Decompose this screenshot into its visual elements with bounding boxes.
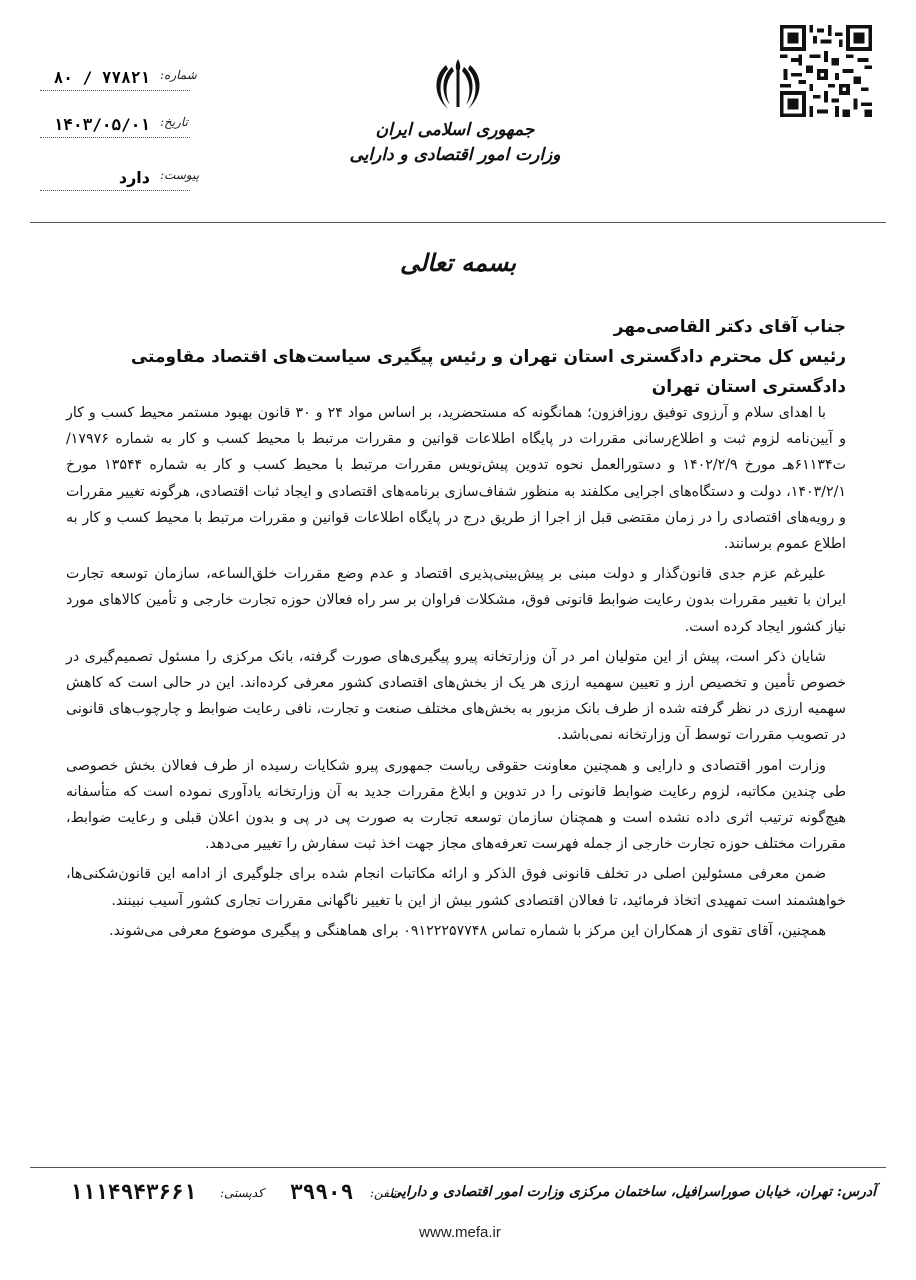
footer-address: آدرس: تهران، خیابان صوراسرافیل، ساختمان مرکزی وزارت امور اقتصادی و دارایی: [390, 1184, 876, 1200]
body-paragraph: علیرغم عزم جدی قانون‌گذار و دولت مبنی بر پیش‌بینی‌پذیری اقتصاد و عدم وضع مقررات خلق‌الساعه، سازمان توسعه تجارت ایران با تغییر مقررات بدون رعایت ضوابط قانونی فوق، مشکلات فراوان بر سر راه فعالان حوزه تجارت خارجی و تأمین کالاهای مورد نیاز کشور ایجاد کرده است.: [66, 566, 846, 635]
footer-postal-code: ۱۱۱۴۹۴۳۶۶۱: [70, 1180, 197, 1204]
letter-body: [66, 400, 846, 948]
footer-phone: ۳۹۹۰۹: [290, 1180, 354, 1204]
letter-attachment-label: پیوست:: [160, 168, 200, 182]
letter-date-value: ۱۴۰۳/۰۵/۰۱: [53, 115, 150, 134]
letterhead: [330, 118, 580, 168]
footer-website-link[interactable]: www.mefa.ir: [419, 1224, 501, 1241]
footer: [40, 1180, 876, 1216]
recipient-block: [60, 312, 846, 402]
letter-attachment-value: دارد: [118, 168, 150, 187]
letter-date: [40, 115, 190, 145]
letter-attachment: [40, 168, 200, 198]
body-paragraph: وزارت امور اقتصادی و دارایی و همچنین معاونت حقوقی ریاست جمهوری پیرو شکایات رسیده از طرف فعالان بخش خصوصی طی چندین مکاتبه، لزوم رعایت ضوابط قانونی را در تدوین و ابلاغ مقررات جدید به آن وزارتخانه یادآوری نموده است که متأسفانه هیچ‌گونه ترتیب اثری داده نشده است و همچنان سازمان توسعه تجارت به صورت پی در پی و بدون اعلان قبلی و رعایت ضوابط، مقررات مختلف حوزه تجارت خارجی از جمله فهرست تعرفه‌های مجاز جهت اخذ ثبت سفارش را تغییر می‌دهد.: [66, 757, 846, 853]
basmala: بسمه تعالی: [399, 248, 517, 277]
footer-divider: [30, 1167, 886, 1168]
letter-number-label: شماره:: [160, 68, 197, 82]
body-paragraph: شایان ذکر است، پیش از این متولیان امر در آن وزارتخانه پیرو پیگیری‌های صورت گرفته، بانک مرکزی را مسئول تصمیم‌گیری در خصوص تأمین و تخصیص ارز و تعیین سهمیه ارزی هر یک از بخش‌های اقتصادی کشور معرفی کرده‌اند. این در حالی است که کاهش سهمیه ارزی در نظر گرفته شده از طرف بانک مزبور به بخش‌های مختلف صنعت و تجارت، نافی رعایت ضوابط و چارچوب‌های قانونی در تصویب مقررات توسط آن وزارتخانه نمی‌باشد.: [66, 648, 846, 744]
body-paragraph: همچنین، آقای تقوی از همکاران این مرکز با شماره تماس ۰۹۱۲۲۲۵۷۷۴۸ برای هماهنگی و پیگیری موضوع معرفی می‌شوند.: [109, 922, 826, 939]
header-divider: [30, 222, 886, 223]
ministry-name: وزارت امور اقتصادی و دارایی: [349, 145, 561, 165]
divider: [40, 90, 190, 91]
footer-postal-label: کدپستی:: [220, 1186, 264, 1200]
footer-phone-label: تلفن:: [370, 1186, 397, 1200]
recipient-title: رئیس کل محترم دادگستری استان تهران و رئیس پیگیری سیاست‌های اقتصاد مقاومتی دادگستری استان تهران: [130, 347, 846, 397]
divider: [40, 137, 190, 138]
divider: [40, 190, 190, 191]
iran-emblem-icon: [428, 55, 488, 115]
recipient-name: جناب آقای دکتر القاصی‌مهر: [613, 317, 846, 337]
letter-number-value: ۸۰ / ۷۷۸۲۱: [53, 68, 150, 87]
body-paragraph: با اهدای سلام و آرزوی توفیق روزافزون؛ همانگونه که مستحضرید، بر اساس مواد ۲۴ و ۳۰ قانون بهبود مستمر محیط کسب و کار و آیین‌نامه لزوم ثبت و اطلاع‌رسانی مقررات در پایگاه اطلاعات قوانین و مقررات مرتبط با محیط کسب و کار به شماره ۱۷۹۷۶/ت۶۱۱۳۴هـ مورخ ۱۴۰۲/۲/۹ و دستورالعمل نحوه تدوین پیش‌نویس مقررات مرتبط با محیط کسب و کار به شماره ۱۳۵۴۴ مورخ ۱۴۰۳/۲/۱، دولت و دستگاه‌های اجرایی مکلفند به منظور شفاف‌سازی برنامه‌های اقتصادی و ایجاد ثبات اقتصادی، هرگونه تغییر مقررات و رویه‌های اقتصادی را در زمان مقتضی قبل از اجرا از طریق درج در پایگاه اطلاعات قوانین و مقررات مرتبط با محیط کسب و کار به اطلاع عموم برسانند.: [66, 405, 846, 553]
qr-code-icon: [780, 25, 872, 117]
country-name: جمهوری اسلامی ایران: [375, 120, 535, 140]
body-paragraph: ضمن معرفی مسئولین اصلی در تخلف قانونی فوق الذکر و ارائه مکاتبات انجام شده برای جلوگیری از ادامه این قانون‌شکنی‌ها، خواهشمند است تمهیدی اتخاذ فرمائید، تا فعالان اقتصادی کشور بیش از این با تغییر ناگهانی مقررات تجاری کشور آسیب نبینند.: [66, 866, 846, 909]
letter-number: [40, 68, 197, 98]
letter-date-label: تاریخ:: [160, 115, 188, 129]
